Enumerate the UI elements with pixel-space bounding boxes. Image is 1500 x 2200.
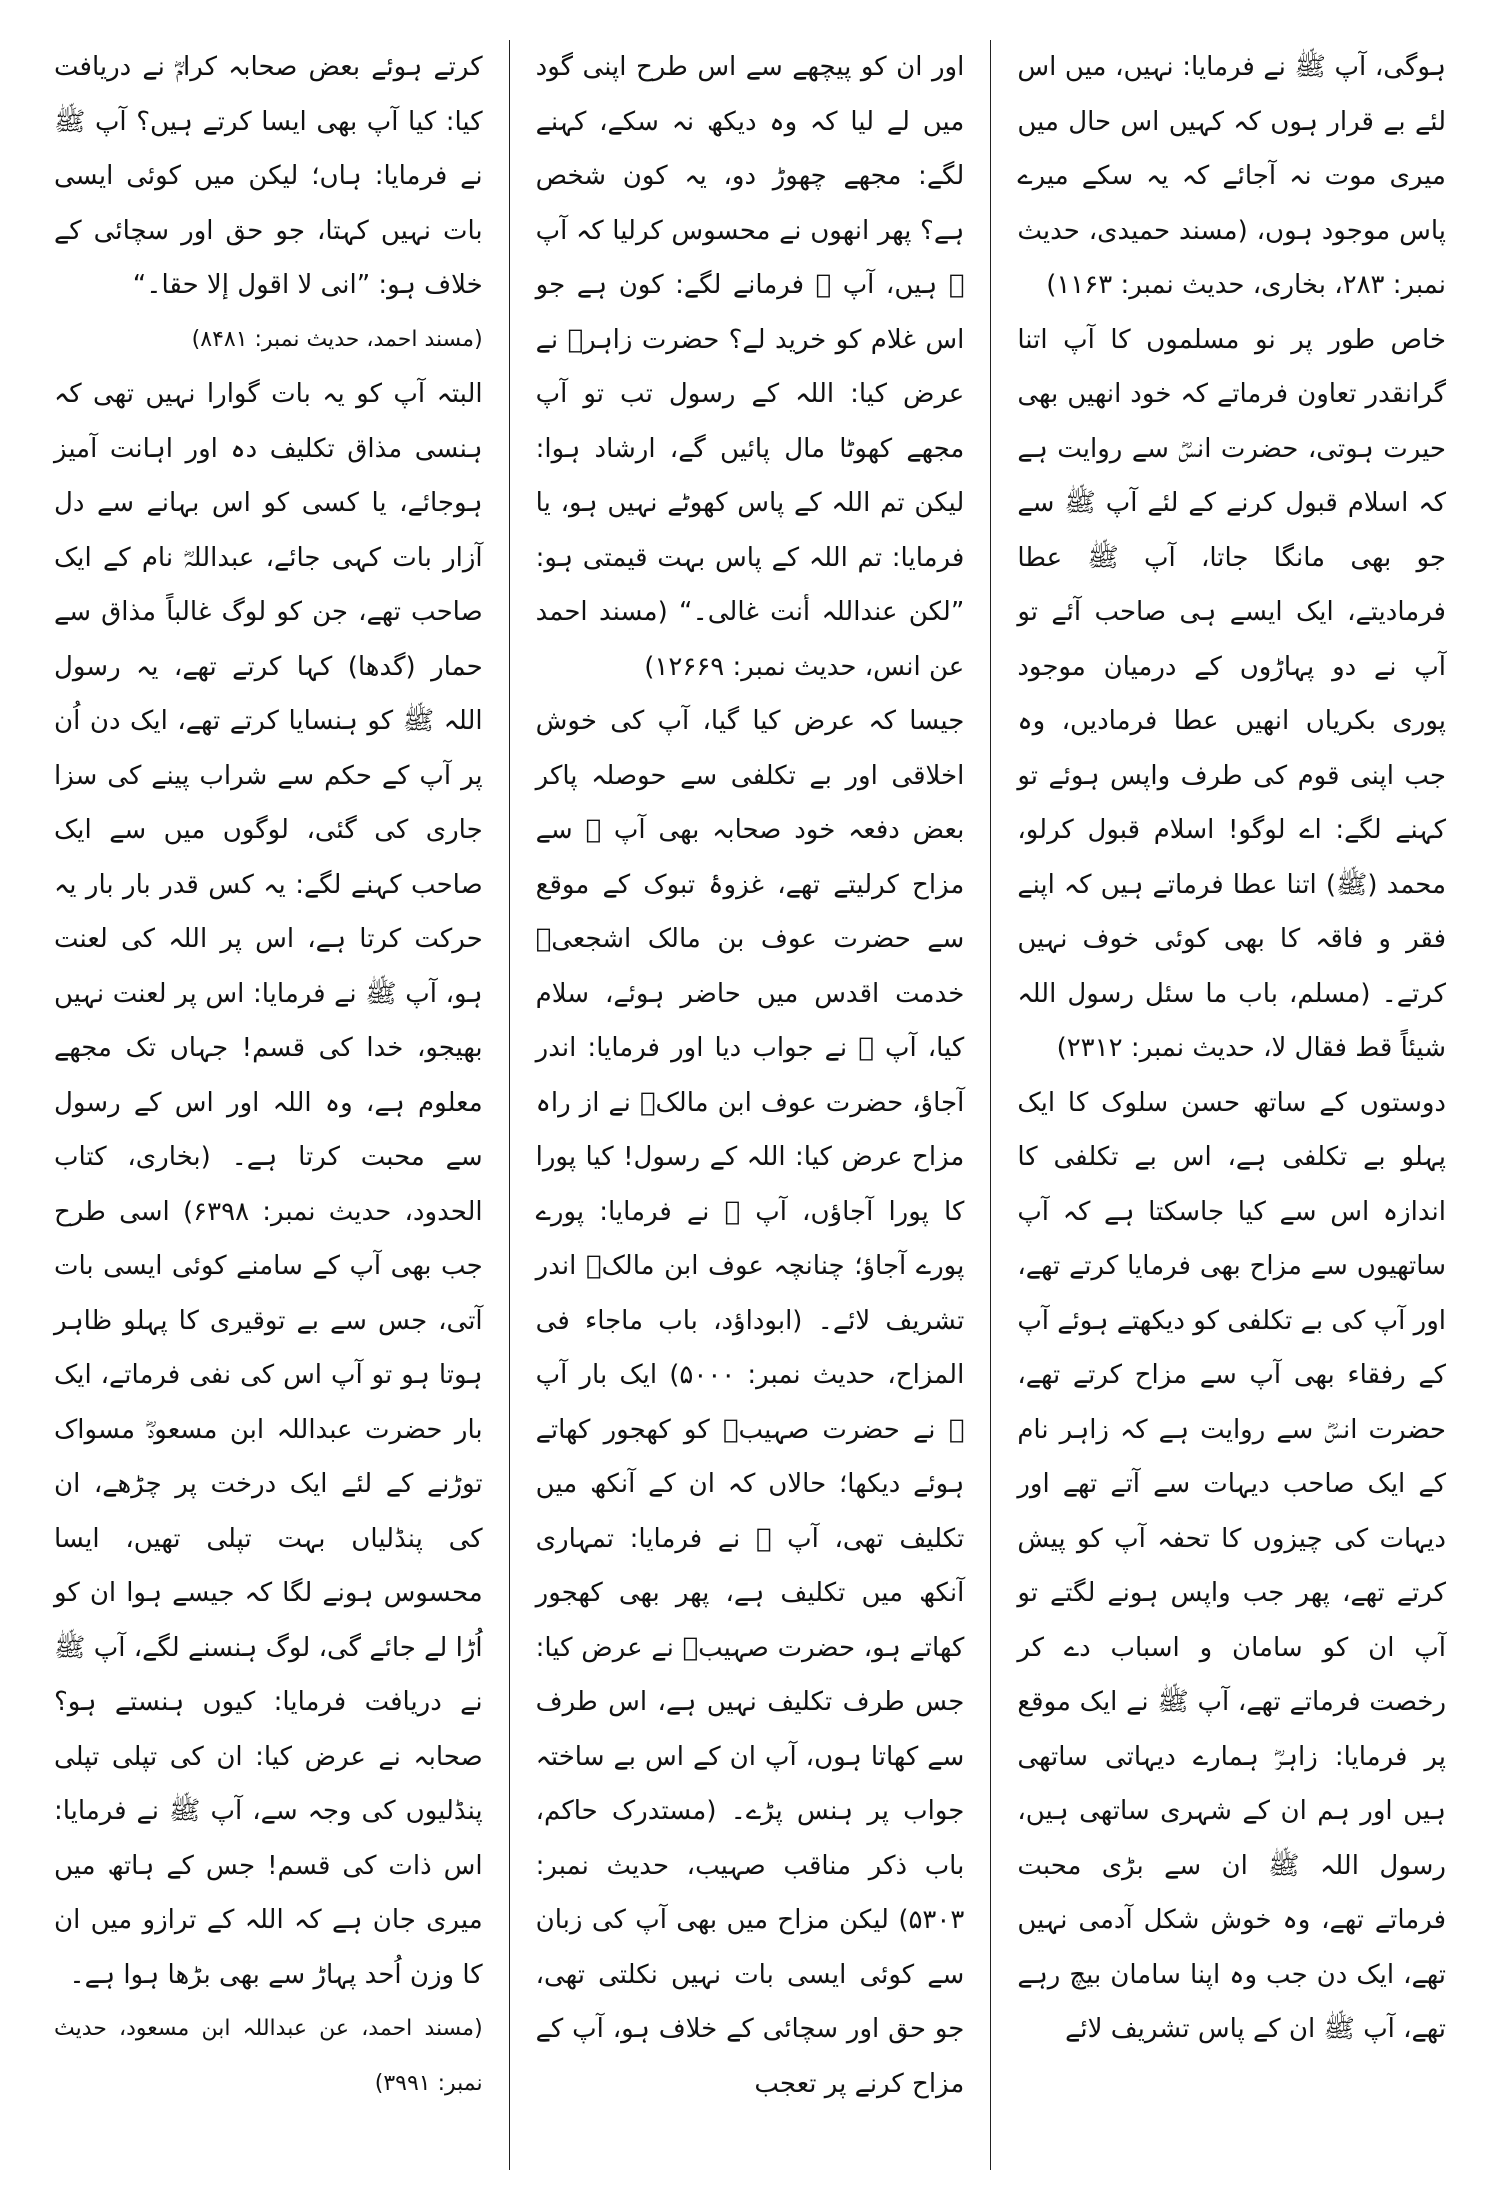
paragraph: دوستوں کے ساتھ حسن سلوک کا ایک پہلو بے تکلفی ہے، اس بے تکلفی کا اندازہ اس سے کیا جاسکتا ہے کہ آپ ساتھیوں سے مزاح بھی فرمایا کرتے تھے، اور آپ کی بے تکلفی کو دیکھتے ہوئے آپ کے رفقاء بھی آپ سے مزاح کرتے تھے، حضرت انسؓ سے روایت ہے کہ زاہر نام کے ایک صاحب دیہات سے آتے تھے اور دیہات کی چیزوں کا تحفہ آپ کو پیش کرتے تھے، پھر جب واپس ہونے لگتے تو آپ ان کو سامان و اسباب دے کر رخصت فرماتے تھے، آپ ﷺ نے ایک موقع پر فرمایا: زاہرؓ ہمارے دیہاتی ساتھی ہیں اور ہم ان کے شہری ساتھی ہیں، رسول اللہ ﷺ ان سے بڑی محبت فرماتے تھے، وہ خوش شکل آدمی نہیں تھے، ایک دن جب وہ اپنا سامان بیچ رہے تھے، آپ ﷺ ان کے پاس تشریف لائے	[1017, 1087, 1446, 2044]
paragraph: البتہ آپ کو یہ بات گوارا نہیں تھی کہ ہنسی مذاق تکلیف دہ اور اہانت آمیز ہوجائے، یا کسی کو اس بہانے سے دل آزار بات کہی جائے، عبداللہؓ نام کے ایک صاحب تھے، جن کو لوگ غالباً مذاق سے حمار (گدھا) کہا کرتے تھے، یہ رسول اللہ ﷺ کو ہنسایا کرتے تھے، ایک دن اُن پر آپ کے حکم سے شراب پینے کی سزا جاری کی گئی، لوگوں میں سے ایک صاحب کہنے لگے: یہ کس قدر بار بار یہ حرکت کرتا ہے، اس پر اللہ کی لعنت ہو، آپ ﷺ نے فرمایا: اس پر لعنت نہیں بھیجو، خدا کی قسم! جہاں تک مجھے معلوم ہے، وہ اللہ اور اس کے رسول سے محبت کرتا ہے۔ (بخاری، کتاب الحدود، حدیث نمبر: ۶۳۹۸) اسی طرح جب بھی آپ کے سامنے کوئی ایسی بات آتی، جس سے بے توقیری کا پہلو ظاہر ہوتا ہو تو آپ اس کی نفی فرماتے، ایک بار حضرت عبداللہ ابن مسعودؓ مسواک توڑنے کے لئے ایک درخت پر چڑھے، ان کی پنڈلیاں بہت تپلی تھیں، ایسا محسوس ہونے لگا کہ جیسے ہوا ان کو اُڑا لے جائے گی، لوگ ہنسنے لگے، آپ ﷺ نے دریافت فرمایا: کیوں ہنستے ہو؟ صحابہ نے عرض کیا: ان کی تپلی تپلی پنڈلیوں کی وجہ سے، آپ ﷺ نے فرمایا: اس ذات کی قسم! جس کے ہاتھ میں میری جان ہے کہ اللہ کے ترازو میں ان کا وزن اُحد پہاڑ سے بھی بڑھا ہوا ہے۔	[53, 379, 483, 1990]
paragraph: کرتے ہوئے بعض صحابہ کرامؓ نے دریافت کیا: کیا آپ بھی ایسا کرتے ہیں؟ آپ ﷺ نے فرمایا: ہاں؛ لیکن میں کوئی ایسی بات نہیں کہتا، جو حق اور سچائی کے خلاف ہو: ”انی لا اقول إلا حقا۔“	[53, 52, 483, 300]
paragraph: ہوگی، آپ ﷺ نے فرمایا: نہیں، میں اس لئے بے قرار ہوں کہ کہیں اس حال میں میری موت نہ آجائے کہ یہ سکے میرے پاس موجود ہوں، (مسند حمیدی، حدیث نمبر: ۲۸۳، بخاری، حدیث نمبر: ۱۱۶۳)	[1017, 52, 1446, 300]
paragraph: خاص طور پر نو مسلموں کا آپ اتنا گرانقدر تعاون فرماتے کہ خود انھیں بھی حیرت ہوتی، حضرت انسؓ سے روایت ہے کہ اسلام قبول کرنے کے لئے آپ ﷺ سے جو بھی مانگا جاتا، آپ ﷺ عطا فرمادیتے، ایک ایسے ہی صاحب آئے تو آپ نے دو پہاڑوں کے درمیان موجود پوری بکریاں انھیں عطا فرمادیں، وہ جب اپنی قوم کی طرف واپس ہوئے تو کہنے لگے: اے لوگو! اسلام قبول کرلو، محمد (ﷺ) اتنا عطا فرماتے ہیں کہ اپنے فقر و فاقہ کا بھی کوئی خوف نہیں کرتے۔ (مسلم، باب ما سئل رسول اللہ شیئاً قط فقال لا، حدیث نمبر: ۲۳۱۲)	[1017, 324, 1446, 1063]
paragraph: اور ان کو پیچھے سے اس طرح اپنی گود میں لے لیا کہ وہ دیکھ نہ سکے، کہنے لگے: مجھے چھوڑ دو، یہ کون شخص ہے؟ پھر انھوں نے محسوس کرلیا کہ آپ ﷺ ہیں، آپ ﷺ فرمانے لگے: کون ہے جو اس غلام کو خرید لے؟ حضرت زاہرؓ نے عرض کیا: اللہ کے رسول تب تو آپ مجھے کھوٹا مال پائیں گے، ارشاد ہوا: لیکن تم اللہ کے پاس کھوٹے نہیں ہو، یا فرمایا: تم اللہ کے پاس بہت قیمتی ہو: ”لکن عنداللہ أنت غالی۔“ (مسند احمد عن انس، حدیث نمبر: ۱۲۶۶۹)	[535, 52, 965, 682]
citation: (مسند احمد، حدیث نمبر: ۸۴۸۱)	[191, 326, 483, 352]
column-left	[28, 40, 510, 2170]
citation: (مسند احمد، عن عبداللہ ابن مسعود، حدیث نمبر: ۳۹۹۱)	[53, 2016, 483, 2096]
column-middle	[510, 40, 992, 2170]
paragraph: جیسا کہ عرض کیا گیا، آپ کی خوش اخلاقی اور بے تکلفی سے حوصلہ پاکر بعض دفعہ خود صحابہ بھی آپ ﷺ سے مزاح کرلیتے تھے، غزوۂ تبوک کے موقع سے حضرت عوف بن مالک اشجعیؓ خدمت اقدس میں حاضر ہوئے، سلام کیا، آپ ﷺ نے جواب دیا اور فرمایا: اندر آجاؤ، حضرت عوف ابن مالکؓ نے از راہ مزاح عرض کیا: اللہ کے رسول! کیا پورا کا پورا آجاؤں، آپ ﷺ نے فرمایا: پورے پورے آجاؤ؛ چنانچہ عوف ابن مالکؓ اندر تشریف لائے۔ (ابوداؤد، باب ماجاء فی المزاح، حدیث نمبر: ۵۰۰۰) ایک بار آپ ﷺ نے حضرت صہیبؓ کو کھجور کھاتے ہوئے دیکھا؛ حالاں کہ ان کے آنکھ میں تکلیف تھی، آپ ﷺ نے فرمایا: تمہاری آنکھ میں تکلیف ہے، پھر بھی کھجور کھاتے ہو، حضرت صہیبؓ نے عرض کیا: جس طرف تکلیف نہیں ہے، اس طرف سے کھاتا ہوں، آپ ان کے اس بے ساختہ جواب پر ہنس پڑے۔ (مستدرک حاکم، باب ذکر مناقب صہیب، حدیث نمبر: ۵۳۰۳) لیکن مزاح میں بھی آپ کی زبان سے کوئی ایسی بات نہیں نکلتی تھی، جو حق اور سچائی کے خلاف ہو، آپ کے مزاح کرنے پر تعجب	[535, 706, 965, 2099]
column-right	[991, 40, 1472, 2170]
